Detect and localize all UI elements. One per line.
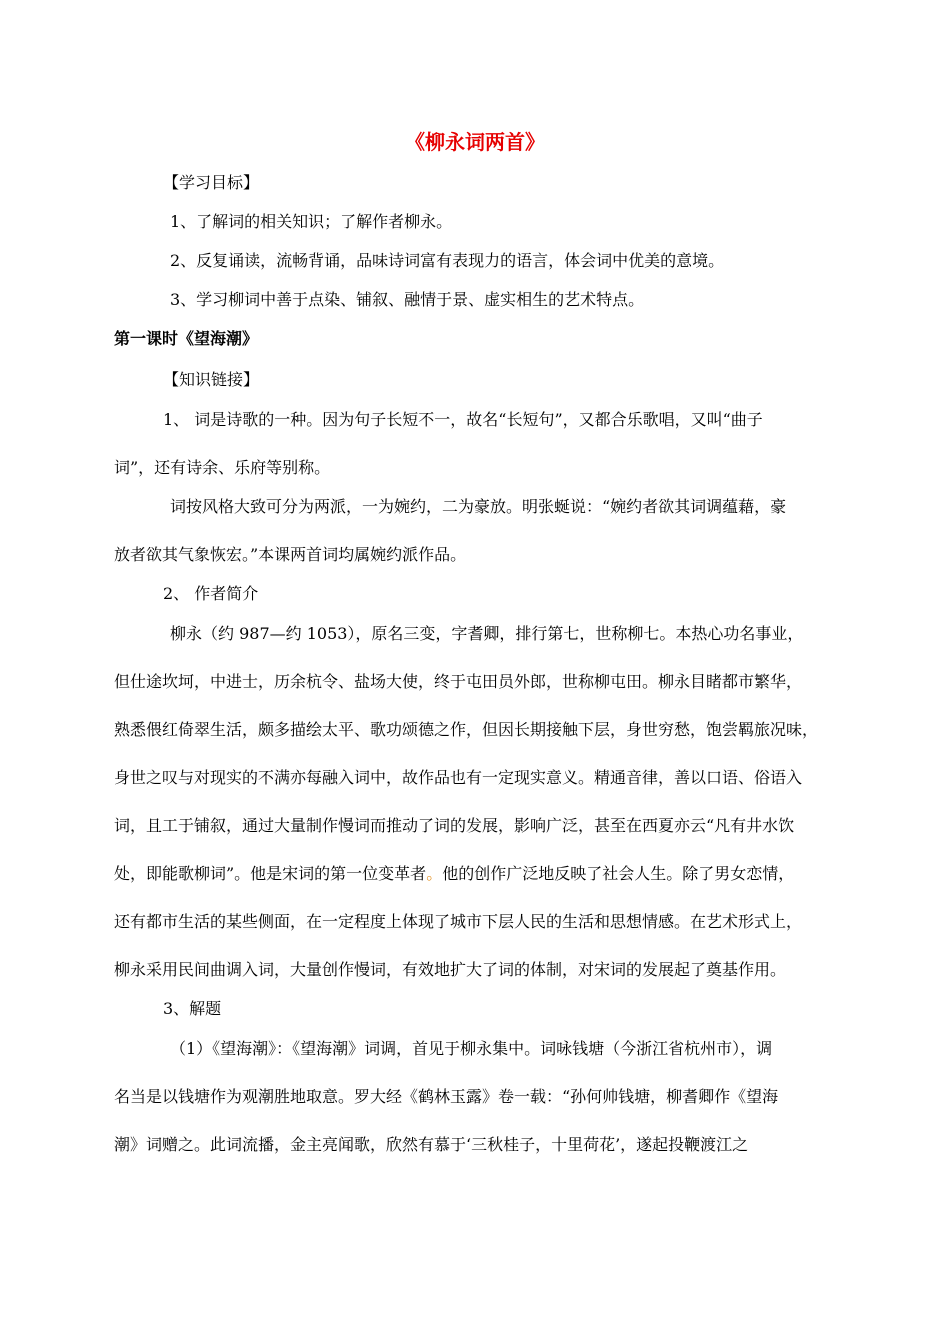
knowledge-header: 【知识链接】 xyxy=(163,370,260,389)
jieti-line: 名当是以钱塘作为观潮胜地取意。罗大经《鹤林玉露》卷一载：“孙何帅钱塘，柳耆卿作《望海 xyxy=(114,1087,779,1106)
author-line: 熟悉偎红倚翠生活，颇多描绘太平、歌功颂德之作，但因长期接触下层，身世穷愁，饱尝羁旅况味， xyxy=(114,720,819,739)
author-line: 但仕途坎坷，中进士，历余杭令、盐场大使，终于屯田员外郎，世称柳屯田。柳永目睹都市繁华， xyxy=(114,672,803,691)
author-line: 词，且工于铺叙，通过大量制作慢词而推动了词的发展，影响广泛，甚至在西夏亦云“凡有井水饮 xyxy=(114,816,795,835)
objective-item-3: 3、学习柳词中善于点染、铺叙、融情于景、虚实相生的艺术特点。 xyxy=(170,290,645,309)
author-line-part: 处，即能歌柳词”。他是宋词的第一位变革者 xyxy=(114,864,427,883)
objective-item-1: 1、了解词的相关知识；了解作者柳永。 xyxy=(170,212,453,231)
jieti-line: 潮》词赠之。此词流播，金主亮闻歌，欣然有慕于‘三秋桂子，十里荷花’，遂起投鞭渡江之 xyxy=(114,1135,749,1154)
author-line: 柳永（约 987—约 1053），原名三变，字耆卿，排行第七，世称柳七。本热心功名事业， xyxy=(170,624,804,643)
author-line-part: 他的创作广泛地反映了社会人生。除了男女恋情， xyxy=(442,864,795,883)
paragraph-line: 1、 词是诗歌的一种。因为句子长短不一，故名“长短句”，又都合乐歌唱，又叫“曲子 xyxy=(163,410,763,429)
paragraph-line: 放者欲其气象恢宏。”本课两首词均属婉约派作品。 xyxy=(114,545,467,564)
author-line: 柳永采用民间曲调入词，大量创作慢词，有效地扩大了词的体制，对宋词的发展起了奠基作用。 xyxy=(114,960,787,979)
page-title: 《柳永词两首》 xyxy=(405,130,545,154)
author-header: 2、 作者简介 xyxy=(163,584,259,603)
author-line xyxy=(114,864,794,884)
objectives-header: 【学习目标】 xyxy=(163,173,260,192)
jieti-line: （1）《望海潮》：《望海潮》词调，首见于柳永集中。词咏钱塘（今浙江省杭州市），调 xyxy=(170,1039,773,1058)
paragraph-line: 词”，还有诗余、乐府等别称。 xyxy=(114,458,331,477)
lesson-heading: 第一课时《望海潮》 xyxy=(114,329,259,348)
author-line: 身世之叹与对现实的不满亦每融入词中，故作品也有一定现实意义。精通音律，善以口语、俗语入 xyxy=(114,768,803,787)
paragraph-line: 词按风格大致可分为两派，一为婉约，二为豪放。明张蜒说：“婉约者欲其词调蕴藉，豪 xyxy=(170,497,787,516)
objective-item-2: 2、反复诵读，流畅背诵，品味诗词富有表现力的语言，体会词中优美的意境。 xyxy=(170,251,725,270)
jieti-header: 3、解题 xyxy=(163,999,222,1018)
edit-mark: 。 xyxy=(426,864,443,883)
author-line: 还有都市生活的某些侧面，在一定程度上体现了城市下层人民的生活和思想情感。在艺术形式上， xyxy=(114,912,803,931)
